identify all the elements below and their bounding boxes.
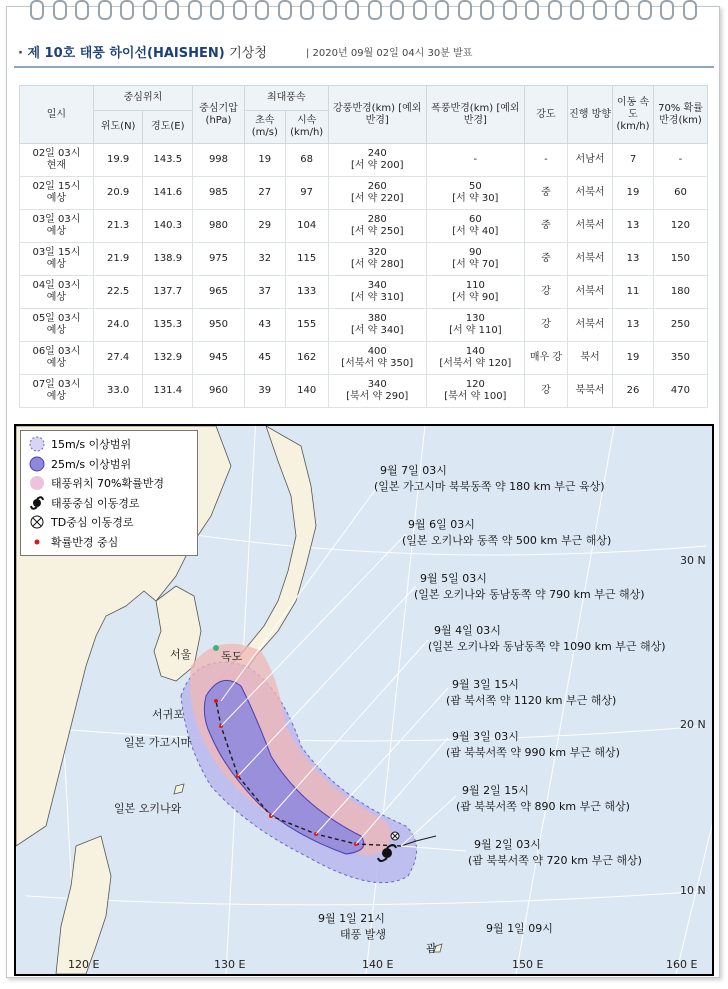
cell-gale [328,309,426,342]
col-direction-header: 진행 방향 [567,86,612,144]
cell-time [20,342,94,375]
meridian-160e [676,726,712,974]
place-seogwipo: 서귀포 [152,708,184,721]
forecast-label-0703-line1: 9월 7일 03시 [380,464,447,477]
storm-exception: [서 약 110] [449,325,502,336]
cell-lon: 131.4 [143,375,193,408]
storm-radius: - [473,154,478,165]
gale-exception: [서 약 250] [350,226,404,237]
parallel-10n [26,891,706,905]
col-lat-header: 위도(N) [93,111,143,144]
binder-ring [323,0,337,20]
cell-intensity: 중 [524,177,567,210]
binder-ring [255,0,269,20]
binder-ring [413,0,427,20]
dokdo-marker [213,645,219,651]
time-line2: 예상 [46,226,67,237]
forecast-label-0303-line1: 9월 3일 03시 [452,730,519,743]
cell-lon: 135.3 [143,309,193,342]
binder-ring [435,0,449,20]
table-row [20,243,708,276]
cell-lat: 24.0 [93,309,143,342]
storm-radius: 140 [465,346,485,357]
binder-ring [278,0,292,20]
legend-item [29,436,131,452]
lon-label-140e: 140 E [362,958,394,971]
lat-label-20n: 20 N [680,718,706,731]
col-gale-header: 강풍반경(km) [예외반경] [328,86,426,144]
cell-kmh: 97 [285,177,328,210]
page-header [14,36,714,68]
cell-speed: 11 [613,276,654,309]
place-kagoshima: 일본 가고시마 [124,736,192,749]
storm-exception: [북서 약 100] [444,391,507,402]
binder-ring [143,0,157,20]
cell-time [20,144,94,177]
forecast-table [19,85,708,408]
binder-ring [300,0,314,20]
leader-0403 [271,640,428,816]
storm-exception: [서 약 70] [452,259,499,270]
cell-gale [328,243,426,276]
lon-label-120e: 120 E [68,958,100,971]
issued-time: | 2020년 09월 02일 04시 30분 발표 [306,48,473,59]
td-symbol-icon [391,832,399,840]
table-row [20,342,708,375]
time-line1: 06일 03시 [32,346,81,357]
cell-gale [328,276,426,309]
cell-lat: 27.4 [93,342,143,375]
cell-lon: 132.9 [143,342,193,375]
col-lon-header: 경도(E) [143,111,193,144]
cell-kmh: 140 [285,375,328,408]
binder-ring [638,0,652,20]
gale-radius: 240 [367,148,387,159]
cell-prob: 250 [653,309,707,342]
gale-radius: 400 [367,346,387,357]
cell-storm [426,144,524,177]
place-dokdo: 독도 [221,650,243,663]
cell-pressure: 985 [193,177,245,210]
cell-direction: 서북서 [567,243,612,276]
cell-ms: 43 [244,309,285,342]
probability-circle-icon [29,475,45,491]
binder-ring [480,0,494,20]
forecast-label-0403-line2: (일본 오키나와 동남동쪽 약 1090 km 부근 해상) [428,640,666,653]
leader-0215 [401,796,456,846]
cell-lon: 140.3 [143,210,193,243]
dot-icon [29,534,45,550]
time-line2: 현재 [46,160,67,171]
place-guam: 괌 [426,942,437,955]
legend-item [29,534,118,550]
time-line1: 04일 03시 [32,280,81,291]
cell-storm [426,276,524,309]
gale-area-icon [29,436,45,452]
forecast-label-0503-line2: (일본 오키나와 동남동쪽 약 790 km 부근 해상) [414,588,645,601]
cell-storm [426,309,524,342]
cell-intensity: 중 [524,210,567,243]
cell-pressure: 960 [193,375,245,408]
cell-storm [426,375,524,408]
time-line1: 02일 15시 [32,181,81,192]
gale-exception: [서 약 280] [350,259,404,270]
time-line2: 예상 [46,325,67,336]
cell-kmh: 162 [285,342,328,375]
leader-0603 [221,534,406,726]
forecast-label-0215-line1: 9월 2일 15시 [462,784,529,797]
binder-ring [98,0,112,20]
binder-rings [30,0,710,18]
time-line1: 03일 03시 [32,214,81,225]
time-line1: 05일 03시 [32,313,81,324]
binder-ring [503,0,517,20]
binder-ring [390,0,404,20]
cell-storm [426,210,524,243]
time-line2: 예상 [46,193,67,204]
cell-speed: 13 [613,210,654,243]
gale-exception: [서 약 340] [350,325,404,336]
forecast-label-0703-line2: (일본 가고시마 북북동쪽 약 180 km 부근 육상) [374,480,605,493]
cell-prob: 120 [653,210,707,243]
col-storm-header: 폭풍반경(km) [예외반경] [426,86,524,144]
cell-kmh: 104 [285,210,328,243]
forecast-label-0215-line2: (괌 북북서쪽 약 890 km 부근 해상) [456,800,630,813]
forecast-label-0315-line1: 9월 3일 15시 [452,678,519,691]
cell-time [20,276,94,309]
storm-exception: [서 약 90] [452,292,499,303]
forecast-map [14,424,714,976]
table-row [20,276,708,309]
col-kmh-header: 시속 (km/h) [285,111,328,144]
forecast-label-0203-line2: (괌 북북서쪽 약 720 km 부근 해상) [468,854,642,867]
binder-ring [368,0,382,20]
time-line2: 예상 [46,358,67,369]
page-title: · 제 10호 태풍 하이선(HAISHEN) 기상청 [18,46,267,61]
gale-radius: 340 [367,379,387,390]
table-row [20,210,708,243]
binder-ring [458,0,472,20]
map-legend [20,430,198,556]
cell-ms: 19 [244,144,285,177]
legend-label: 15m/s 이상범위 [51,438,132,451]
cell-lat: 33.0 [93,375,143,408]
cell-gale [328,342,426,375]
legend-label: 태풍위치 70%확률반경 [51,477,164,490]
legend-item [29,495,140,511]
cell-ms: 27 [244,177,285,210]
lon-label-150e: 150 E [512,958,544,971]
col-speed-header: 이동 속도 (km/h) [613,86,654,144]
time-line2: 예상 [46,292,67,303]
cell-storm [426,243,524,276]
forecast-label-0315-line2: (괌 북서쪽 약 1120 km 부근 해상) [446,694,617,707]
table-header-row [20,86,708,111]
td-start-label: 9월 1일 09시 [486,922,553,935]
cell-time [20,243,94,276]
time-line1: 03일 15시 [32,247,81,258]
col-time-header: 일시 [20,86,94,144]
storm-exception: [서 약 30] [452,193,499,204]
cell-prob: 350 [653,342,707,375]
legend-item [29,514,133,530]
cell-lon: 137.7 [143,276,193,309]
gale-radius: 320 [367,247,387,258]
binder-ring [53,0,67,20]
cell-prob: 180 [653,276,707,309]
cell-direction: 서북서 [567,276,612,309]
gale-exception: [서북서 약 350] [341,358,414,369]
cell-lat: 19.9 [93,144,143,177]
cell-lat: 21.3 [93,210,143,243]
cell-kmh: 133 [285,276,328,309]
agency-name: 기상청 [229,46,267,61]
binder-ring [570,0,584,20]
land-okinawa [174,784,184,794]
storm-radius: 120 [465,379,485,390]
forecast-label-0303-line2: (괌 북북서쪽 약 990 km 부근 해상) [446,746,620,759]
cell-ms: 45 [244,342,285,375]
time-line2: 예상 [46,259,67,270]
storm-area-icon [29,456,45,472]
cell-direction: 북서 [567,342,612,375]
storm-radius: 60 [468,214,482,225]
lon-label-130e: 130 E [214,958,246,971]
table-row [20,375,708,408]
cell-lon: 141.6 [143,177,193,210]
storm-radius: 110 [465,280,485,291]
cell-storm [426,177,524,210]
binder-ring [683,0,697,20]
binder-ring [345,0,359,20]
cell-gale [328,210,426,243]
cell-pressure: 965 [193,276,245,309]
legend-label: 태풍중심 이동경로 [51,496,140,510]
cell-intensity: 강 [524,276,567,309]
storm-exception: [서 약 40] [452,226,499,237]
gale-exception: [서 약 200] [350,160,404,171]
cell-pressure: 975 [193,243,245,276]
gale-exception: [서 약 220] [350,193,404,204]
gale-radius: 380 [367,313,387,324]
cell-intensity: - [524,144,567,177]
cell-kmh: 115 [285,243,328,276]
gale-exception: [서 약 310] [350,292,404,303]
col-prob-header: 70% 확률 반경(km) [653,86,707,144]
cell-ms: 39 [244,375,285,408]
forecast-label-0403-line1: 9월 4일 03시 [434,624,501,637]
storm-radius: 130 [465,313,485,324]
cell-gale [328,144,426,177]
cell-lat: 22.5 [93,276,143,309]
cell-direction: 서남서 [567,144,612,177]
table-row [20,309,708,342]
cell-prob: 60 [653,177,707,210]
legend-item [29,456,131,472]
legend-item [29,475,164,491]
cell-pressure: 945 [193,342,245,375]
binder-ring [188,0,202,20]
land-philippines [56,836,111,974]
cell-time [20,177,94,210]
binder-ring [548,0,562,20]
cell-intensity: 강 [524,309,567,342]
cell-lat: 20.9 [93,177,143,210]
cell-lon: 143.5 [143,144,193,177]
col-ms-header: 초속 (m/s) [244,111,285,144]
cell-speed: 19 [613,342,654,375]
cell-ms: 29 [244,210,285,243]
lat-label-30n: 30 N [680,554,706,567]
cell-time [20,210,94,243]
binder-ring [120,0,134,20]
legend-label: 확률반경 중심 [51,535,119,549]
col-intensity-header: 강도 [524,86,567,144]
cell-speed: 13 [613,309,654,342]
forecast-label-0603-line2: (일본 오키나와 동쪽 약 500 km 부근 해상) [402,534,612,547]
prob-center-0603 [214,699,218,703]
td-symbol-icon [29,514,45,530]
cell-gale [328,177,426,210]
binder-ring [233,0,247,20]
cell-gale [328,375,426,408]
typhoon-title: 제 10호 태풍 하이선(HAISHEN) [27,46,225,61]
cell-ms: 32 [244,243,285,276]
binder-ring [165,0,179,20]
binder-ring [75,0,89,20]
cell-prob: 150 [653,243,707,276]
legend-label: 25m/s 이상범위 [51,457,132,471]
cell-intensity: 매우 강 [524,342,567,375]
lon-label-160e: 160 E [666,958,698,971]
cell-direction: 서북서 [567,177,612,210]
cell-direction: 서북서 [567,210,612,243]
cell-intensity: 중 [524,243,567,276]
time-line2: 예상 [46,391,67,402]
place-seoul: 서울 [170,648,192,661]
cell-time [20,309,94,342]
cell-prob: 470 [653,375,707,408]
binder-ring [593,0,607,20]
col-center-header: 중심위치 [93,86,192,111]
cell-time [20,375,94,408]
col-maxwind-header: 최대풍속 [244,86,328,111]
cell-ms: 37 [244,276,285,309]
binder-ring [30,0,44,20]
cell-kmh: 68 [285,144,328,177]
time-line1: 07일 03시 [32,379,81,390]
cell-pressure: 980 [193,210,245,243]
cell-speed: 26 [613,375,654,408]
cell-direction: 서북서 [567,309,612,342]
storm-radius: 50 [468,181,482,192]
gale-radius: 260 [367,181,387,192]
cell-lon: 138.9 [143,243,193,276]
binder-ring [660,0,674,20]
storm-radius: 90 [468,247,482,258]
forecast-label-0503-line1: 9월 5일 03시 [420,572,487,585]
gale-radius: 280 [367,214,387,225]
cell-pressure: 950 [193,309,245,342]
table-row [20,177,708,210]
cell-speed: 13 [613,243,654,276]
genesis-label-line1: 9월 1일 21시 [318,912,385,925]
table-row [20,144,708,177]
cell-speed: 7 [613,144,654,177]
cell-prob: - [653,144,707,177]
cell-intensity: 강 [524,375,567,408]
place-okinawa: 일본 오키나와 [114,802,182,815]
binder-ring [525,0,539,20]
legend-label: TD중심 이동경로 [51,516,134,529]
gale-radius: 340 [367,280,387,291]
cell-speed: 19 [613,177,654,210]
forecast-label-0203-line1: 9월 2일 03시 [474,838,541,851]
lat-label-10n: 10 N [680,884,706,897]
binder-ring [615,0,629,20]
typhoon-symbol-icon [29,495,45,511]
cell-kmh: 155 [285,309,328,342]
cell-storm [426,342,524,375]
storm-exception: [서북서 약 120] [439,358,512,369]
gale-exception: [북서 약 290] [346,391,409,402]
genesis-label-line2: 태풍 발생 [340,928,387,941]
cell-pressure: 998 [193,144,245,177]
binder-ring [210,0,224,20]
cell-direction: 북북서 [567,375,612,408]
forecast-label-0603-line1: 9월 6일 03시 [408,518,475,531]
col-pressure-header: 중심기압 (hPa) [193,86,245,144]
cell-lat: 21.9 [93,243,143,276]
time-line1: 02일 03시 [32,148,81,159]
